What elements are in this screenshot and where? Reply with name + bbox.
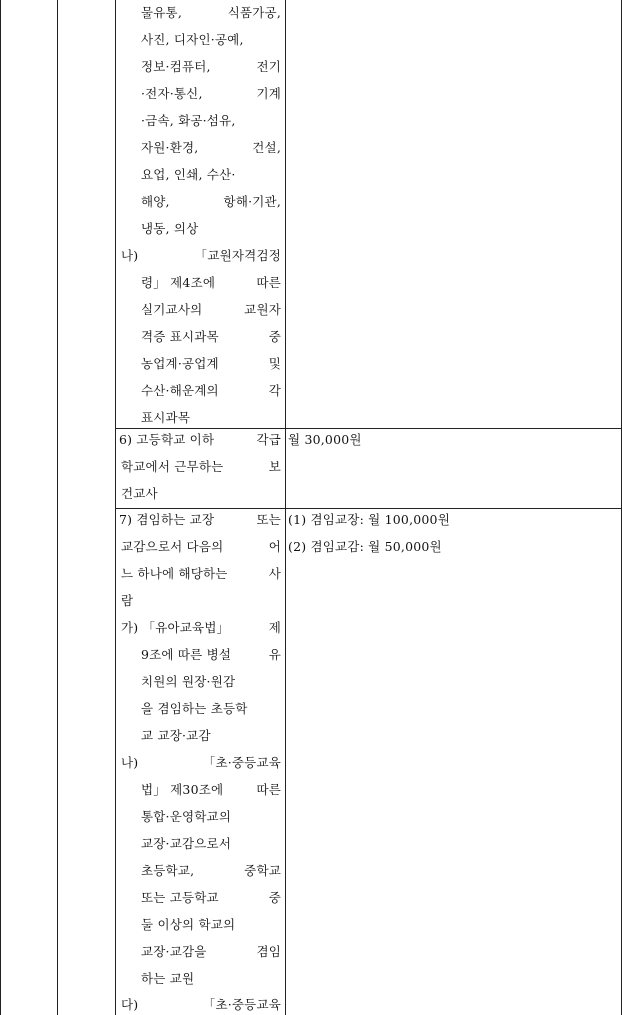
text-line: 교장·교감을 겸임 bbox=[141, 944, 281, 959]
row-6-value: 월 30,000원 bbox=[288, 432, 362, 447]
text-line: 초등학교, 중학교 bbox=[141, 863, 281, 878]
text-line: 9조에 따른 병설 유 bbox=[141, 647, 281, 662]
list-item-label: 다) 「초·중등교육 bbox=[121, 997, 281, 1012]
text-line: 농업계·공업계 및 bbox=[141, 356, 281, 371]
text-line: 수산·해운계의 각 bbox=[141, 383, 281, 398]
text-line: 사진, 디자인·공예, bbox=[141, 32, 244, 47]
text-line: 물유통, 식품가공, bbox=[141, 5, 281, 20]
row-divider bbox=[115, 428, 622, 429]
row-7-value-2: (2) 겸임교감: 월 50,000원 bbox=[288, 539, 442, 554]
text-line: 표시과목 bbox=[141, 410, 191, 425]
text-line: 또는 고등학교 중 bbox=[141, 890, 281, 905]
text-line: 냉동, 의상 bbox=[141, 221, 199, 236]
list-item-label: 나) 「교원자격검정 bbox=[121, 248, 281, 263]
text-line: 교장·교감으로서 bbox=[141, 836, 232, 851]
text-line: ·금속, 화공·섬유, bbox=[141, 113, 236, 128]
text-line: 격증 표시과목 중 bbox=[141, 329, 281, 344]
text-line: 둘 이상의 학교의 bbox=[141, 917, 236, 932]
text-line: 령」 제4조에 따른 bbox=[141, 275, 281, 290]
text-line: 교 교장·교감 bbox=[141, 728, 211, 743]
text-line: 을 겸임하는 초등학 bbox=[141, 701, 248, 716]
table-column-divider bbox=[57, 0, 58, 1015]
text-line: 해양, 항해·기관, bbox=[141, 194, 281, 209]
text-line: 법」 제30조에 따른 bbox=[141, 782, 281, 797]
text-line: 치원의 원장·원감 bbox=[141, 674, 236, 689]
row-6-label: 6) 고등학교 이하 각급 bbox=[119, 432, 281, 447]
list-item-label: 나) 「초·중등교육 bbox=[121, 755, 281, 770]
text-line: 통합·운영학교의 bbox=[141, 809, 232, 824]
text-line: 요업, 인쇄, 수산· bbox=[141, 167, 236, 182]
text-line: 학교에서 근무하는 보 bbox=[121, 459, 281, 474]
list-item-label: 가) 「유아교육법」 제 bbox=[121, 620, 281, 635]
text-line: 실기교사의 교원자 bbox=[141, 302, 281, 317]
text-line: 하는 교원 bbox=[141, 971, 195, 986]
text-line: ·전자·통신, 기계 bbox=[141, 86, 281, 101]
table-border-left bbox=[0, 0, 1, 1015]
text-line: 교감으로서 다음의 어 bbox=[121, 539, 281, 554]
row-7-value-1: (1) 겸임교장: 월 100,000원 bbox=[288, 512, 450, 527]
text-line: 람 bbox=[121, 593, 134, 608]
text-line: 정보·컴퓨터, 전기 bbox=[141, 59, 281, 74]
text-line: 건교사 bbox=[121, 486, 158, 501]
text-line: 느 하나에 해당하는 사 bbox=[121, 566, 281, 581]
row-7-label: 7) 겸임하는 교장 또는 bbox=[119, 512, 281, 527]
text-line: 자원·환경, 건설, bbox=[141, 140, 281, 155]
row-divider bbox=[115, 508, 622, 509]
